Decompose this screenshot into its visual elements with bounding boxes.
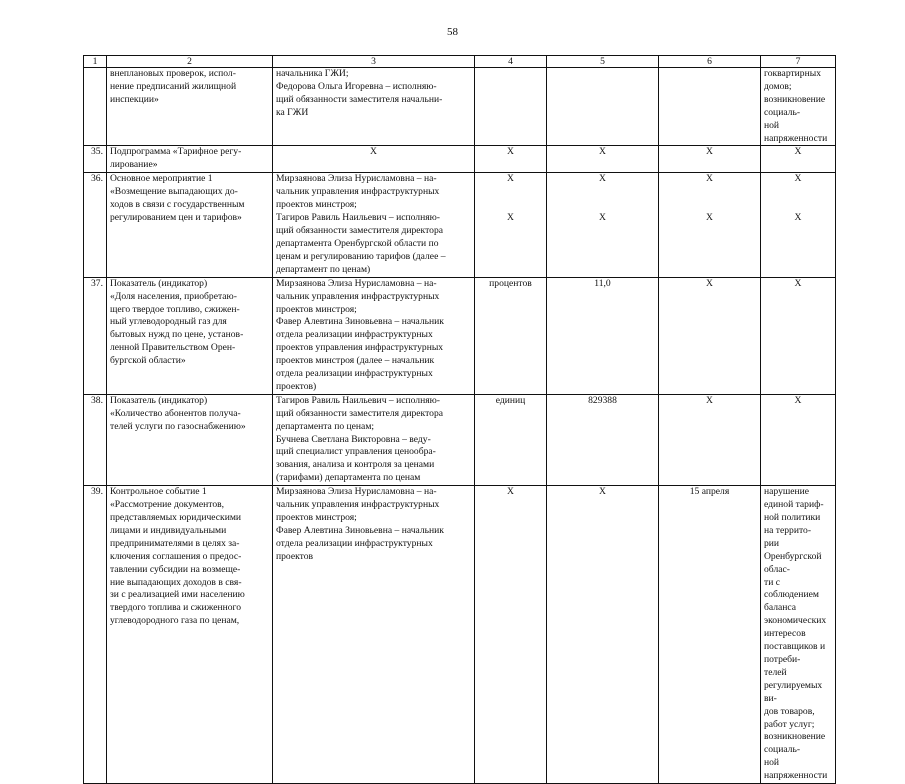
table-row <box>84 173 836 277</box>
row-number <box>84 68 107 146</box>
value-cell: X <box>547 486 659 784</box>
unit-cell <box>475 68 547 146</box>
date-cell <box>659 68 761 146</box>
row-number: 37. <box>84 277 107 394</box>
risks-cell: X <box>761 146 836 173</box>
risks-cell: X <box>761 277 836 394</box>
value-cell: 11,0 <box>547 277 659 394</box>
item-name: Контрольное событие 1 «Рассмотрение документов, представляемых юридическими лицами и индивидуальными предпринимателями в целях за- ключения соглашения о предос- тавлении субсидии на возмеще- ние выпадающих доходов в свя- зи с реализацией ими населению твердого топлива и сжиженного углеводородного газа по ценам, <box>107 486 273 784</box>
column-header: 6 <box>659 56 761 68</box>
risks-cell: X X <box>761 173 836 277</box>
item-name: Подпрограмма «Тарифное регу- лирование» <box>107 146 273 173</box>
column-header: 2 <box>107 56 273 68</box>
date-cell: 15 апреля <box>659 486 761 784</box>
value-cell: 829388 <box>547 394 659 485</box>
value-cell: X <box>547 146 659 173</box>
responsible-person: Тагиров Равиль Наильевич – исполняю- щий обязанности заместителя директора департамента по ценам; Бучнева Светлана Викторовна – веду- щий специалист управления ценообра- зования, анализа и контроля за ценами (тарифами) департамента по ценам <box>273 394 475 485</box>
responsible-person: Мирзаянова Элиза Нурисламовна – на- чальник управления инфраструктурных проектов минстроя; Фавер Алевтина Зиновьевна – начальник отдела реализации инфраструктурных проектов <box>273 486 475 784</box>
unit-cell: X <box>475 486 547 784</box>
plan-table <box>83 55 836 784</box>
item-name: Показатель (индикатор) «Количество абонентов получа- телей услуги по газоснабжению» <box>107 394 273 485</box>
item-name: Основное мероприятие 1 «Возмещение выпадающих до- ходов в связи с государственным регулированием цен и тарифов» <box>107 173 273 277</box>
row-number: 39. <box>84 486 107 784</box>
responsible-person: начальника ГЖИ; Федорова Ольга Игоревна – исполняю- щий обязанности заместителя начальни- ка ГЖИ <box>273 68 475 146</box>
column-header: 4 <box>475 56 547 68</box>
responsible-person: X <box>273 146 475 173</box>
header-row <box>84 56 836 68</box>
item-name: внеплановых проверок, испол- нение предписаний жилищной инспекции» <box>107 68 273 146</box>
responsible-person: Мирзаянова Элиза Нурисламовна – на- чальник управления инфраструктурных проектов минстроя; Тагиров Равиль Наильевич – исполняю- щий обязанности заместителя директора департамента Оренбургской области по ценам и регулированию тарифов (далее – департамент по ценам) <box>273 173 475 277</box>
column-header: 1 <box>84 56 107 68</box>
column-header: 5 <box>547 56 659 68</box>
responsible-person: Мирзаянова Элиза Нурисламовна – на- чальник управления инфраструктурных проектов минстроя; Фавер Алевтина Зиновьевна – начальник отдела реализации инфраструктурных проектов управления инфраструктурных проектов минстроя (далее – начальник отдела реализации инфраструктурных проектов) <box>273 277 475 394</box>
table-row <box>84 486 836 784</box>
page-number: 58 <box>447 26 458 38</box>
date-cell: X <box>659 394 761 485</box>
date-cell: X <box>659 146 761 173</box>
value-cell <box>547 68 659 146</box>
row-number: 38. <box>84 394 107 485</box>
unit-cell: процентов <box>475 277 547 394</box>
table-row <box>84 277 836 394</box>
value-cell: X X <box>547 173 659 277</box>
row-number: 36. <box>84 173 107 277</box>
table-row <box>84 146 836 173</box>
item-name: Показатель (индикатор) «Доля населения, приобретаю- щего твердое топливо, сжижен- ный углеводородный газ для бытовых нужд по цене, установ- ленной Правительством Орен- бургской области» <box>107 277 273 394</box>
unit-cell: единиц <box>475 394 547 485</box>
unit-cell: X X <box>475 173 547 277</box>
risks-cell: нарушение единой тариф- ной политики на террито- рии Оренбургской облас- ти с соблюдением баланса экономических интересов поставщиков и потреби- телей регулируемых ви- дов товаров, работ услуг; возникновение социаль- ной напряженности <box>761 486 836 784</box>
table-row <box>84 68 836 146</box>
column-header: 7 <box>761 56 836 68</box>
table-row <box>84 394 836 485</box>
row-number: 35. <box>84 146 107 173</box>
date-cell: X <box>659 277 761 394</box>
risks-cell: X <box>761 394 836 485</box>
unit-cell: X <box>475 146 547 173</box>
column-header: 3 <box>273 56 475 68</box>
date-cell: X X <box>659 173 761 277</box>
risks-cell: гоквартирных домов; возникновение социаль- ной напряженности <box>761 68 836 146</box>
